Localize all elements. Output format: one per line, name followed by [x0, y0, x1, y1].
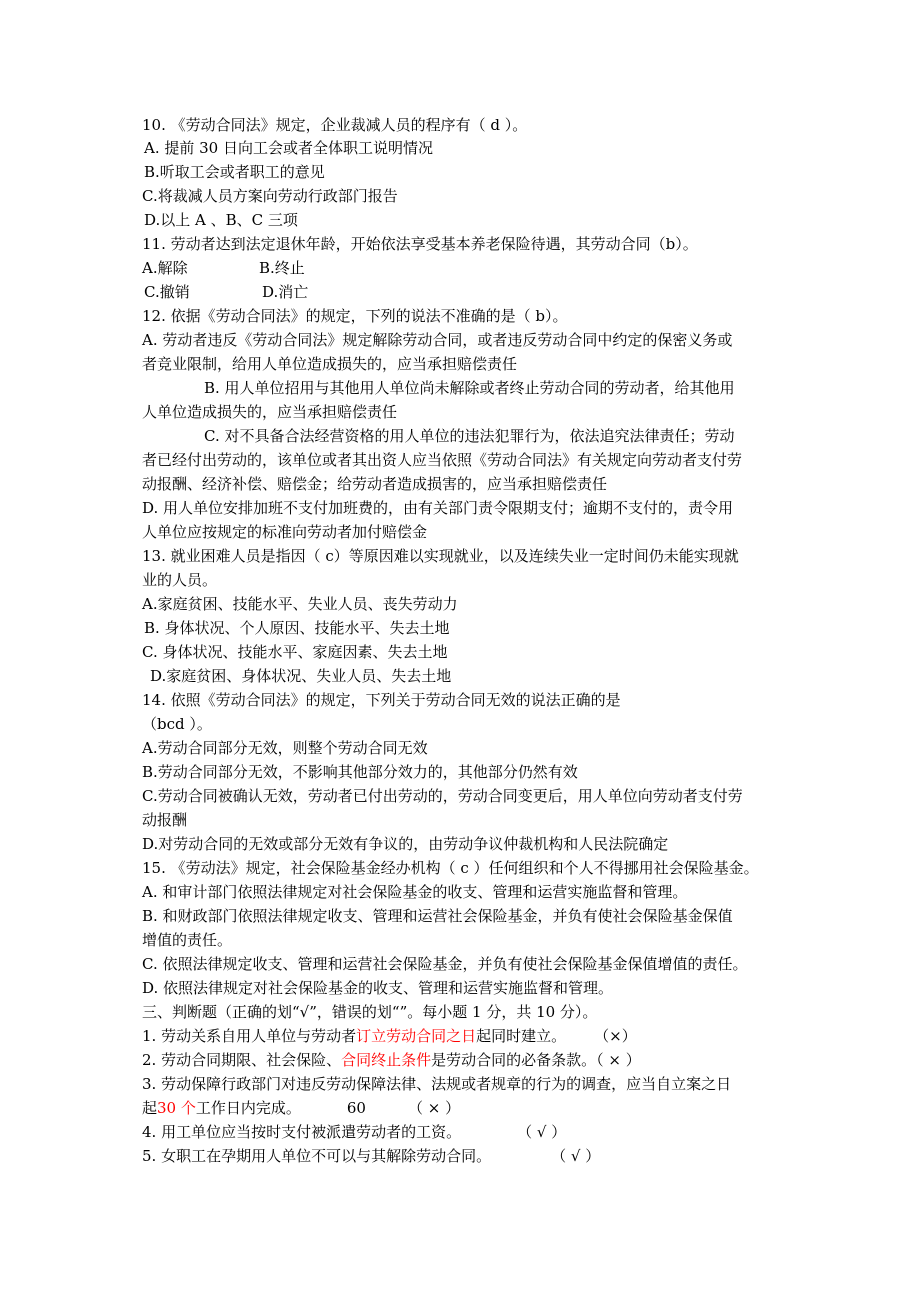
judgment-1-answer: （×）	[594, 1027, 637, 1045]
judgment-2-text-pre: 2. 劳动合同期限、社会保险、	[142, 1051, 342, 1069]
q14-option-c-line1: C.劳动合同被确认无效，劳动者已付出劳动的，劳动合同变更后，用人单位向劳动者支付劳	[142, 787, 743, 805]
q11-option-c: C.撤销	[144, 283, 190, 301]
q13-option-b: B. 身体状况、个人原因、技能水平、失去土地	[144, 619, 450, 637]
judgment-3-text-post: 工作日内完成。	[195, 1099, 301, 1117]
judgment-3-answer: （ × ）	[407, 1099, 461, 1117]
q15-stem: 15. 《劳动法》规定，社会保险基金经办机构（ c ）任何组织和个人不得挪用社会保险基金。	[142, 859, 759, 877]
judgment-5-text: 5. 女职工在孕期用人单位不可以与其解除劳动合同。	[142, 1147, 492, 1165]
q10-option-c: C.将裁减人员方案向劳动行政部门报告	[142, 187, 398, 205]
q12-option-d-line1: D. 用人单位安排加班不支付加班费的，由有关部门责令限期支付；逾期不支付的，责令用	[142, 499, 734, 517]
q12-stem: 12. 依据《劳动合同法》的规定，下列的说法不准确的是（ b）。	[142, 307, 568, 325]
q15-option-b-line2: 增值的责任。	[142, 931, 233, 949]
judgment-3-highlight: 30 个	[157, 1099, 196, 1117]
q13-option-c: C. 身体状况、技能水平、家庭因素、失去土地	[142, 643, 448, 661]
q10-stem: 10. 《劳动合同法》规定，企业裁减人员的程序有（ d ）。	[142, 116, 528, 134]
q14-option-d: D.对劳动合同的无效或部分无效有争议的，由劳动争议仲裁机构和人民法院确定	[142, 835, 669, 853]
q10-option-b: B.听取工会或者职工的意见	[144, 163, 325, 181]
judgment-3-text-pre: 起	[142, 1099, 158, 1117]
q13-option-a: A.家庭贫困、技能水平、失业人员、丧失劳动力	[142, 595, 458, 613]
q11-option-b: B.终止	[259, 259, 305, 277]
q14-stem-line1: 14. 依照《劳动合同法》的规定，下列关于劳动合同无效的说法正确的是	[142, 691, 621, 709]
q12-option-d-line2: 人单位应按规定的标准向劳动者加付赔偿金	[142, 523, 428, 541]
judgment-4	[142, 1121, 566, 1144]
q13-option-d: D.家庭贫困、身体状况、失业人员、失去土地	[150, 667, 452, 685]
q11-stem: 11. 劳动者达到法定退休年龄，开始依法享受基本养老保险待遇，其劳动合同（b）。	[142, 235, 698, 253]
q10-option-d: D.以上 A 、B、C 三项	[144, 211, 298, 229]
q15-option-a: A. 和审计部门依照法律规定对社会保险基金的收支、管理和运营实施监督和管理。	[142, 883, 688, 901]
q10-option-a: A. 提前 30 日向工会或者全体职工说明情况	[144, 139, 433, 157]
q15-option-c: C. 依照法律规定收支、管理和运营社会保险基金，并负有使社会保险基金保值增值的责任。	[142, 955, 748, 973]
judgment-1-text-pre: 1. 劳动关系自用人单位与劳动者	[142, 1027, 357, 1045]
judgment-1-text-post: 起同时建立。	[476, 1027, 567, 1045]
judgment-5-answer: （ √ ）	[551, 1147, 601, 1165]
q11-option-d: D.消亡	[262, 283, 309, 301]
judgment-1-highlight: 订立劳动合同之日	[356, 1027, 477, 1045]
q14-option-c-line2: 动报酬	[142, 811, 188, 829]
q12-option-c-line3: 动报酬、经济补偿、赔偿金；给劳动者造成损害的，应当承担赔偿责任	[142, 475, 608, 493]
judgment-5	[142, 1145, 600, 1168]
judgment-4-answer: （ √ ）	[517, 1123, 567, 1141]
judgment-3-note: 60	[346, 1099, 366, 1117]
judgment-1	[142, 1025, 637, 1048]
q11-options-row2	[144, 281, 308, 304]
q12-option-a-line2: 者竞业限制，给用人单位造成损失的，应当承担赔偿责任	[142, 355, 518, 373]
q15-option-d: D. 依照法律规定对社会保险基金的收支、管理和运营实施监督和管理。	[142, 979, 614, 997]
judgment-4-text: 4. 用工单位应当按时支付被派遣劳动者的工资。	[142, 1123, 462, 1141]
judgment-3-line2	[142, 1097, 460, 1120]
q13-stem-line1: 13. 就业困难人员是指因（ c）等原因难以实现就业，以及连续失业一定时间仍未能实现就	[142, 547, 739, 565]
q15-option-b-line1: B. 和财政部门依照法律规定收支、管理和运营社会保险基金，并负有使社会保险基金保值	[142, 907, 733, 925]
q13-stem-line2: 业的人员。	[142, 571, 218, 589]
q12-option-b-line1: B. 用人单位招用与其他用人单位尚未解除或者终止劳动合同的劳动者，给其他用	[204, 379, 735, 397]
q11-option-a: A.解除	[142, 259, 188, 277]
q11-options-row1	[142, 257, 305, 280]
judgment-2-highlight: 合同终止条件	[341, 1051, 432, 1069]
q14-stem-line2: （bcd ）。	[142, 715, 212, 733]
judgment-3-line1: 3. 劳动保障行政部门对违反劳动保障法律、法规或者规章的行为的调查，应当自立案之日	[142, 1075, 732, 1093]
q14-option-a: A.劳动合同部分无效，则整个劳动合同无效	[142, 739, 428, 757]
judgment-2-text-post: 是劳动合同的必备条款。（ × ）	[431, 1051, 641, 1069]
q12-option-c-line1: C. 对不具备合法经营资格的用人单位的违法犯罪行为，依法追究法律责任；劳动	[204, 427, 735, 445]
q12-option-b-line2: 人单位造成损失的，应当承担赔偿责任	[142, 403, 398, 421]
q12-option-c-line2: 者已经付出劳动的，该单位或者其出资人应当依照《劳动合同法》有关规定向劳动者支付劳	[142, 451, 743, 469]
q12-option-a-line1: A. 劳动者违反《劳动合同法》规定解除劳动合同，或者违反劳动合同中约定的保密义务或	[142, 331, 733, 349]
q14-option-b: B.劳动合同部分无效，不影响其他部分效力的，其他部分仍然有效	[142, 763, 578, 781]
judgment-2	[142, 1049, 641, 1072]
section3-heading: 三、判断题（正确的划“√”，错误的划“”。每小题 1 分，共 10 分）。	[142, 1003, 598, 1021]
